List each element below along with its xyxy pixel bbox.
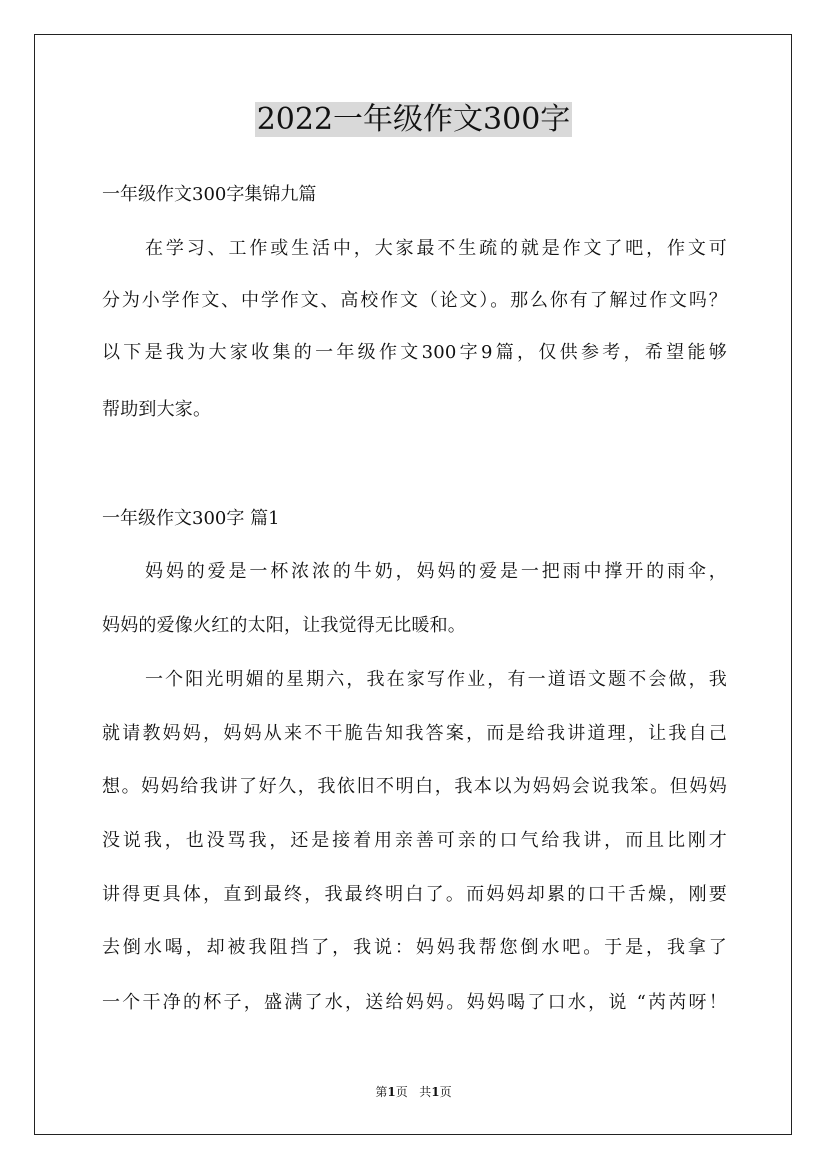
paragraph-line: 妈妈的爱像火红的太阳，让我觉得无比暖和。 (102, 615, 466, 636)
page-number: 1 (387, 1085, 396, 1099)
paragraph-line: 想。妈妈给我讲了好久，我依旧不明白，我本以为妈妈会说我笨。但妈妈 (102, 776, 727, 797)
intro-line: 在学习、工作或生活中，大家最不生疏的就是作文了吧，作文可 (145, 238, 727, 259)
page-label-prefix: 第 (375, 1085, 388, 1099)
document-subtitle: 一年级作文300字集锦九篇 (102, 184, 317, 205)
paragraph-line: 讲得更具体，直到最终，我最终明白了。而妈妈却累的口干舌燥，刚要 (102, 884, 727, 905)
intro-line: 分为小学作文、中学作文、高校作文（论文）。那么你有了解过作文吗？ (102, 290, 727, 311)
paragraph-line: 一个阳光明媚的星期六，我在家写作业，有一道语文题不会做，我 (145, 669, 727, 690)
section-heading: 一年级作文300字 篇1 (102, 508, 280, 529)
total-pages: 1 (431, 1085, 440, 1099)
total-label-suffix: 页 (439, 1085, 452, 1099)
paragraph-line: 去倒水喝，却被我阻挡了，我说：妈妈我帮您倒水吧。于是，我拿了 (102, 937, 727, 958)
total-label-prefix: 共 (419, 1085, 432, 1099)
paragraph-line: 没说我，也没骂我，还是接着用亲善可亲的口气给我讲，而且比刚才 (102, 830, 727, 851)
paragraph-line: 妈妈的爱是一杯浓浓的牛奶，妈妈的爱是一把雨中撑开的雨伞， (145, 561, 727, 582)
intro-line: 以下是我为大家收集的一年级作文300字9篇，仅供参考，希望能够 (102, 342, 727, 363)
intro-line: 帮助到大家。 (102, 399, 212, 420)
page-footer (0, 1084, 827, 1100)
paragraph-line: 就请教妈妈，妈妈从来不干脆告知我答案，而是给我讲道理，让我自己 (102, 723, 727, 744)
paragraph-line: 一个干净的杯子，盛满了水，送给妈妈。妈妈喝了口水，说 “芮芮呀！ (102, 992, 727, 1013)
document-title (0, 98, 827, 142)
document-title-text: 2022一年级作文300字 (256, 102, 571, 137)
page-label-suffix: 页 (395, 1085, 408, 1099)
